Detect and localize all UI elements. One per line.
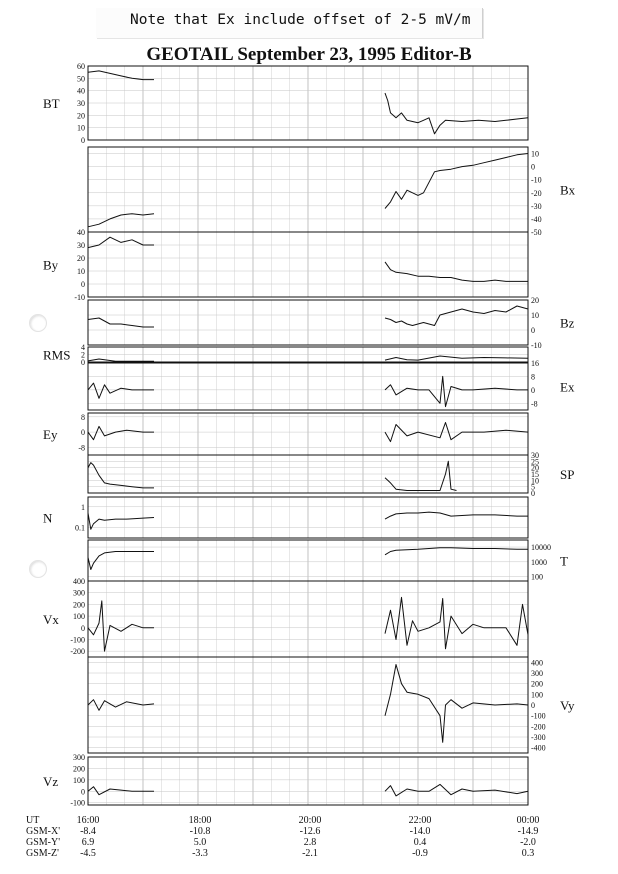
vy-tick-label: 0	[531, 701, 535, 710]
vx-panel-label: Vx	[43, 612, 59, 627]
footer-value: -4.5	[80, 848, 96, 859]
bt-tick-label: 0	[81, 136, 85, 145]
rms-panel-label: RMS	[43, 347, 71, 363]
ex-trace-1	[88, 383, 154, 398]
vy-tick-label: -100	[531, 711, 546, 721]
bz-panel-label: Bz	[560, 315, 575, 331]
bt-tick-label: 30	[77, 99, 85, 108]
vy-tick-label: -400	[531, 743, 546, 753]
by-tick-label: 30	[77, 241, 85, 250]
t-trace-2	[385, 548, 528, 555]
bx-tick-label: -30	[531, 201, 542, 211]
t-tick-label: 1000	[531, 557, 547, 567]
vx-tick-label: -100	[70, 635, 85, 645]
n-trace-1	[88, 513, 154, 529]
vx-tick-label: 0	[81, 623, 85, 633]
sp-tick-label: 25	[531, 457, 539, 467]
footer-value: 00:00	[516, 815, 540, 826]
vz-trace-1	[88, 787, 154, 795]
sp-tick-label: 0	[531, 489, 535, 498]
bz-tick-label: 20	[531, 296, 539, 305]
sp-tick-label: 30	[531, 451, 539, 460]
bt-tick-label: 40	[77, 86, 85, 96]
t-panel-label: T	[560, 553, 568, 569]
bz-tick-label: 0	[531, 326, 535, 335]
vx-tick-label: -200	[70, 647, 85, 657]
sp-tick-label: 5	[531, 482, 535, 492]
bx-trace-2	[385, 154, 528, 209]
footer-value: -12.6	[299, 826, 321, 837]
bx-tick-label: 0	[531, 162, 535, 172]
footer-value: -8.4	[80, 826, 96, 837]
sp-tick-label: 10	[531, 476, 539, 486]
bx-trace-1	[88, 214, 154, 227]
bx-tick-label: -50	[531, 228, 542, 237]
ex-tick-label: 16	[531, 359, 539, 368]
footer-value: 6.9	[81, 837, 95, 848]
vx-trace-1	[88, 601, 154, 651]
bx-tick-label: 10	[531, 149, 539, 159]
footer-value: 16:00	[76, 815, 100, 826]
n-tick-label: 1	[81, 502, 85, 512]
rms-tick-label: 2	[81, 350, 85, 360]
ex-panel-label: Ex	[560, 379, 575, 395]
by-tick-label: 40	[77, 228, 85, 237]
vz-trace-2	[385, 784, 528, 796]
ey-panel-label: Ey	[43, 427, 58, 442]
footer-row-label: GSM-Z'	[26, 848, 59, 859]
ey-tick-label: -8	[78, 443, 85, 453]
vy-tick-label: -200	[531, 722, 546, 732]
vx-tick-label: 200	[73, 600, 85, 610]
vz-tick-label: -100	[70, 798, 85, 808]
by-panel-label: By	[43, 257, 59, 273]
bx-tick-label: -10	[531, 175, 542, 185]
by-tick-label: 0	[81, 280, 85, 289]
vy-tick-label: 300	[531, 669, 543, 678]
vx-tick-label: 400	[73, 577, 85, 586]
footer-value: 0.3	[521, 848, 535, 859]
by-trace-1	[88, 237, 154, 247]
footer-value: -2.0	[520, 837, 536, 848]
rms-tick-label: 0	[81, 358, 85, 367]
ex-tick-label: -8	[531, 399, 538, 409]
sp-trace-1	[88, 463, 154, 488]
ey-tick-label: 0	[81, 428, 85, 438]
bz-trace-1	[88, 318, 154, 327]
by-tick-label: 10	[77, 267, 85, 276]
figure-title: GEOTAIL September 23, 1995 Editor-B	[146, 44, 472, 65]
ex-trace-2	[385, 376, 528, 406]
ex-tick-label: 8	[531, 372, 535, 382]
t-tick-label: 10000	[531, 543, 551, 553]
sp-trace-2	[385, 461, 457, 490]
footer-value: -2.1	[302, 848, 318, 859]
bt-tick-label: 20	[77, 111, 85, 121]
vx-tick-label: 300	[73, 588, 85, 598]
ey-trace-1	[88, 426, 154, 439]
vy-trace-2	[385, 665, 528, 743]
vy-tick-label: -300	[531, 733, 546, 742]
footer-row-label: UT	[26, 815, 40, 826]
n-tick-label: 0.1	[75, 523, 85, 533]
ey-tick-label: 8	[81, 412, 85, 422]
vz-tick-label: 0	[81, 787, 85, 797]
vy-tick-label: 100	[531, 690, 543, 700]
footer-value: 0.4	[413, 837, 427, 848]
vy-panel-label: Vy	[560, 698, 575, 713]
bz-tick-label: 10	[531, 311, 539, 320]
rms-trace-2	[385, 356, 528, 360]
bt-tick-label: 60	[77, 62, 85, 71]
vz-tick-label: 100	[73, 775, 85, 785]
n-trace-2	[385, 512, 528, 519]
offset-note: Note that Ex include offset of 2-5 mV/m	[130, 12, 471, 28]
footer-row-label: GSM-X'	[26, 826, 61, 837]
footer-value: -0.9	[412, 848, 428, 859]
vx-tick-label: 100	[73, 612, 85, 622]
bt-tick-label: 50	[77, 74, 85, 84]
sp-tick-label: 15	[531, 470, 539, 479]
footer-value: 20:00	[298, 815, 322, 826]
vy-tick-label: 400	[531, 658, 543, 668]
vx-trace-2	[385, 597, 528, 648]
footer-value: 22:00	[408, 815, 432, 826]
t-trace-1	[88, 552, 154, 570]
vz-tick-label: 200	[73, 764, 85, 774]
by-trace-2	[385, 262, 528, 282]
footer-value: -14.9	[517, 826, 539, 837]
footer-value: -3.3	[192, 848, 208, 859]
vy-tick-label: 200	[531, 679, 543, 689]
rms-trace-1	[88, 359, 154, 361]
bt-panel-label: BT	[43, 96, 60, 111]
footer-value: 2.8	[303, 837, 317, 848]
footer-value: 5.0	[193, 837, 207, 848]
by-tick-label: 20	[77, 254, 85, 263]
bx-panel-label: Bx	[560, 182, 576, 198]
bz-trace-2	[385, 306, 528, 326]
bx-tick-label: -40	[531, 214, 542, 224]
footer-value: 18:00	[188, 815, 212, 826]
sp-panel-label: SP	[560, 467, 575, 482]
rms-tick-label: 4	[81, 343, 85, 352]
n-panel-label: N	[43, 510, 53, 526]
bz-tick-label: -10	[531, 341, 542, 350]
by-tick-label: -10	[74, 293, 85, 302]
footer-row-label: GSM-Y'	[26, 837, 61, 848]
vz-tick-label: 300	[73, 753, 85, 762]
footer-value: -14.0	[409, 826, 431, 837]
sp-tick-label: 20	[531, 463, 539, 473]
vz-panel-label: Vz	[43, 774, 59, 789]
t-tick-label: 100	[531, 572, 543, 582]
ex-tick-label: 0	[531, 385, 535, 395]
bt-tick-label: 10	[77, 123, 85, 133]
footer-value: -10.8	[189, 826, 211, 837]
bx-tick-label: -20	[531, 188, 542, 198]
